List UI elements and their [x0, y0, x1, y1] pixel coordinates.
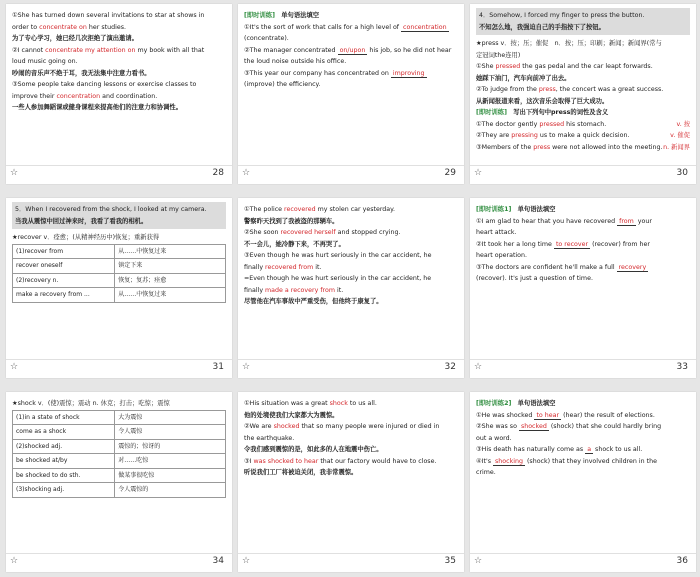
exercise-tag: [即时训练1]: [476, 206, 512, 213]
line-text: ②To judge from the: [476, 86, 539, 93]
text-line: [476, 467, 690, 479]
slide-content: [12, 204, 226, 358]
line-text: ①He was shocked: [476, 411, 535, 419]
exercise-title: 单句语法填空: [274, 12, 320, 19]
slide-header: [12, 202, 226, 229]
text-line: [476, 444, 690, 456]
slide-thumbnail-29[interactable]: [238, 4, 464, 184]
line-text: ③This year our company has concentrated on: [244, 69, 391, 77]
meaning-cell: 震惊的；惊讶的: [115, 439, 226, 454]
exercise-title: 单句语法填空: [511, 400, 556, 407]
slide-transition-icon[interactable]: ☆: [474, 168, 483, 178]
line-text: ③The doctors are confident he'll make a full: [476, 263, 617, 271]
slide-thumbnail-35[interactable]: [238, 392, 464, 572]
answer-blank: concentration: [403, 23, 447, 31]
line-text: it.: [334, 286, 344, 294]
header-text: 4．Somehow, I forced my finger to press the button.: [479, 12, 645, 19]
meaning-cell: 镇定下来: [115, 259, 226, 274]
text-line: [476, 142, 690, 154]
line-text: to us all.: [347, 400, 377, 407]
line-text: 他的处境使我们大家都大为震惊。: [244, 411, 339, 419]
phrase-cell: (3)shocking adj.: [13, 483, 115, 498]
line-text: 定冠词the连用): [476, 51, 521, 59]
line-text: the earthquake.: [244, 434, 295, 442]
text-line: [244, 398, 458, 410]
line-text: , the concert was a great success.: [555, 86, 664, 93]
line-text: his job, so he did not hear: [367, 46, 452, 54]
text-line: [476, 216, 690, 228]
slide-content: [244, 10, 458, 164]
line-text: it.: [313, 263, 322, 271]
highlight-word: pressed: [495, 63, 521, 70]
translation-line: [244, 296, 458, 308]
line-text: us to make a quick decision.: [537, 132, 630, 139]
line-text: ③Some people take dancing lessons or exercise classes to: [12, 81, 197, 88]
answer-blank: from: [619, 217, 634, 225]
line-text: (shock) that she could hardly bring: [548, 423, 662, 430]
exercise-tag: [即时训练]: [244, 12, 275, 19]
slide-thumbnail-28[interactable]: [6, 4, 232, 184]
highlight-word: pressing: [511, 132, 538, 139]
highlight-word: pressed: [539, 120, 565, 128]
line-text: that our factory would have to close.: [318, 457, 437, 465]
slide-transition-icon[interactable]: ☆: [242, 556, 251, 566]
text-line: [476, 107, 690, 119]
text-line: [476, 227, 690, 239]
line-text: that so many people were injured or died in: [299, 423, 440, 430]
highlight-word: press: [533, 143, 551, 151]
slide-thumbnail-34[interactable]: [6, 392, 232, 572]
table-row: [13, 259, 226, 274]
line-text: my book with all that: [135, 46, 205, 54]
text-line: [476, 61, 690, 73]
meaning-cell: 从……中恢复过来: [115, 288, 226, 303]
meaning-cell: 对……吃惊: [115, 454, 226, 469]
answer-blank: shocking: [494, 457, 523, 465]
answer-note: v. 催促: [670, 132, 690, 139]
text-line: [244, 433, 458, 445]
exercise-tag: [即时训练2]: [476, 400, 512, 407]
highlight-word: shock: [329, 400, 348, 407]
slide-thumbnail-36[interactable]: [470, 392, 696, 572]
slide-number: 28: [212, 168, 224, 178]
line-text: ①She has turned down several invitations to star at shows in: [12, 12, 205, 19]
line-text: and stopped crying.: [335, 229, 401, 236]
slide-content: [476, 398, 690, 552]
translation-line: [244, 444, 458, 456]
text-line: [12, 79, 226, 91]
line-text: his stomach.: [564, 120, 607, 128]
table-row: [13, 244, 226, 259]
meaning-cell: 大为震惊: [115, 410, 226, 425]
slide-number: 33: [676, 362, 688, 372]
slide-number: 34: [212, 556, 224, 566]
text-line: [476, 50, 690, 62]
slide-number: 31: [212, 362, 224, 372]
text-line: [476, 250, 690, 262]
slide-content: [12, 398, 226, 552]
highlight-word: concentrate on: [39, 23, 87, 31]
table-row: [13, 288, 226, 303]
slide-content: [12, 10, 226, 164]
text-line: [244, 262, 458, 274]
answer-blank: recovery: [618, 263, 647, 271]
text-line: [244, 79, 458, 91]
phrase-cell: be shocked to do sth.: [13, 468, 115, 483]
line-text: ②They are: [476, 132, 512, 139]
line-text: finally: [244, 263, 266, 271]
line-text: ★shock v．(使)震惊；震动 n. 休克；打击；吃惊；震惊: [12, 400, 170, 407]
line-text: her studies.: [86, 23, 126, 31]
slide-content: [476, 204, 690, 358]
line-text: ②We are: [244, 423, 274, 430]
text-line: [12, 45, 226, 57]
line-text: (hear) the result of elections.: [561, 411, 655, 419]
line-text: 一些人参加舞蹈课或健身课程来提高他们的注意力和协调性。: [12, 104, 183, 111]
line-text: (concentrate).: [244, 35, 289, 42]
table-row: [13, 468, 226, 483]
line-text: ③Members of the: [476, 143, 534, 151]
slide-number: 29: [444, 168, 456, 178]
phrase-cell: (1)recover from: [13, 244, 115, 259]
text-line: [476, 119, 690, 131]
text-line: [476, 38, 690, 50]
text-line: [244, 33, 458, 45]
line-text: heart attack.: [476, 229, 517, 236]
meaning-cell: 做某事很吃惊: [115, 468, 226, 483]
line-text: out a word.: [476, 434, 512, 442]
text-line: [476, 456, 690, 468]
text-line: [244, 45, 458, 57]
line-text: 写出下列句中press的词性及含义: [506, 109, 609, 116]
line-text: ②She was so: [476, 423, 519, 430]
text-line: [12, 91, 226, 103]
line-text: 听说我们工厂将被迫关闭，我非常震惊。: [244, 469, 358, 476]
line-text: (recover). It's just a question of time.: [476, 275, 593, 282]
line-text: 从新闻报道来看，这次音乐会取得了巨大成功。: [476, 97, 609, 105]
text-line: [244, 273, 458, 285]
answer-blank: to recover: [555, 240, 589, 248]
phrase-cell: (2)shocked adj.: [13, 439, 115, 454]
answer-blank: a: [587, 446, 592, 453]
highlight-word: concentrate my attention on: [45, 46, 136, 54]
table-row: [13, 425, 226, 440]
line-text: ①She: [476, 63, 496, 70]
line-text: shock to us all.: [593, 446, 643, 453]
translation-line: [476, 73, 690, 85]
text-line: [244, 285, 458, 297]
slide-transition-icon[interactable]: ☆: [10, 362, 19, 372]
slide-thumbnail-33[interactable]: [470, 198, 696, 378]
slide-thumbnail-30[interactable]: [470, 4, 696, 184]
meaning-cell: 从……中恢复过来: [115, 244, 226, 259]
highlight-word: made a recovery from: [265, 286, 335, 294]
text-line: [476, 421, 690, 433]
slide-transition-icon[interactable]: ☆: [242, 362, 251, 372]
highlight-word: recovered from: [265, 263, 314, 271]
phrase-cell: recover oneself: [13, 259, 115, 274]
text-line: [476, 433, 690, 445]
text-line: [476, 130, 690, 142]
highlight-word: recovered: [284, 206, 316, 213]
slide-footer: [470, 553, 696, 572]
line-text: finally: [244, 286, 266, 294]
slide-footer: [470, 359, 696, 378]
translation-line: [12, 33, 226, 45]
phrase-cell: be shocked at/by: [13, 454, 115, 469]
slide-footer: [238, 165, 464, 184]
highlight-word: press: [538, 86, 556, 93]
translation-line: [244, 216, 458, 228]
slide-transition-icon[interactable]: ☆: [474, 362, 483, 372]
meaning-cell: 令人震惊: [115, 425, 226, 440]
slide-transition-icon[interactable]: ☆: [10, 168, 19, 178]
line-text: the loud noise outside his office.: [244, 58, 347, 65]
slide-footer: [238, 553, 464, 572]
line-text: ①The doctor gently: [476, 120, 540, 128]
text-line: [476, 262, 690, 274]
answer-note: v. 按: [676, 120, 690, 128]
slide-footer: [6, 165, 232, 184]
translation-line: [476, 96, 690, 108]
table-row: [13, 483, 226, 498]
phrase-table: [12, 410, 226, 498]
slide-content: [476, 10, 690, 164]
text-line: [244, 68, 458, 80]
phrase-cell: come as a shock: [13, 425, 115, 440]
line-text: ★press v．按；压；催促 n．按；压；印刷；新闻；新闻界(常与: [476, 40, 662, 47]
line-text: ②The manager concentrated: [244, 46, 338, 54]
slide-content: [244, 398, 458, 552]
line-text: 为了专心学习，她已经几次拒绝了演出邀请。: [12, 35, 138, 42]
line-text: 令我们感到震惊的是，如此多的人在地震中伤亡。: [244, 446, 383, 453]
line-text: the gas pedal and the car leapt forwards.: [520, 63, 653, 70]
phrase-cell: make a recovery from ...: [13, 288, 115, 303]
line-text: (shock) that they involved children in the: [524, 457, 657, 465]
header-translation: 不知怎么地，我强迫自己的手指按下了按钮。: [479, 23, 605, 31]
answer-blank: to hear: [536, 411, 560, 419]
line-text: loud music going on.: [12, 58, 78, 65]
slide-number: 35: [444, 556, 456, 566]
translation-line: [244, 239, 458, 251]
header-text: 5．When I recovered from the shock, I looked at my camera.: [15, 206, 207, 213]
line-text: 尽管他在汽车事故中严重受伤，但他终于康复了。: [244, 298, 383, 305]
slide-thumbnail-31[interactable]: [6, 198, 232, 378]
line-text: 她踩下油门，汽车向前冲了出去。: [476, 74, 571, 82]
line-text: ③I: [244, 457, 254, 465]
line-text: ①It's the sort of work that calls for a high level of: [244, 23, 402, 31]
highlight-word: shocked: [273, 423, 300, 430]
highlight-word: was shocked to hear: [253, 457, 319, 465]
line-text: ②She soon: [244, 229, 281, 236]
text-line: [12, 232, 226, 244]
line-text: crime.: [476, 469, 496, 476]
text-line: [244, 421, 458, 433]
slide-header: [476, 8, 690, 35]
phrase-cell: (1)in a state of shock: [13, 410, 115, 425]
header-translation: 当我从震惊中回过神来时，我看了看我的相机。: [15, 217, 148, 225]
table-row: [13, 410, 226, 425]
line-text: your: [635, 217, 652, 225]
highlight-word: concentration: [56, 92, 101, 100]
line-text: ①I am glad to hear that you have recovered: [476, 217, 618, 225]
text-line: [244, 456, 458, 468]
line-text: 不一会儿，她冷静下来，不再哭了。: [244, 240, 345, 248]
table-row: [13, 439, 226, 454]
line-text: improve their: [12, 92, 57, 100]
text-line: [244, 56, 458, 68]
line-text: my stolen car yesterday.: [315, 206, 395, 213]
text-line: [244, 204, 458, 216]
table-row: [13, 273, 226, 288]
text-line: [476, 84, 690, 96]
text-line: [12, 10, 226, 22]
text-line: [12, 398, 226, 410]
line-text: and coordination.: [100, 92, 158, 100]
slide-number: 36: [676, 556, 688, 566]
slide-number: 30: [676, 168, 688, 178]
line-text: were not allowed into the meeting.: [550, 143, 663, 151]
line-text: (improve) the efficiency.: [244, 81, 321, 88]
line-text: ②I cannot: [12, 46, 46, 54]
line-text: ③His death has naturally come as: [476, 446, 586, 453]
answer-blank: shocked: [520, 423, 547, 430]
translation-line: [12, 102, 226, 114]
line-text: ①The police: [244, 206, 285, 213]
meaning-cell: 恢复；复苏；痊愈: [115, 273, 226, 288]
line-text: ②It took her a long time: [476, 240, 554, 248]
answer-blank: improving: [392, 69, 425, 77]
slide-thumbnail-32[interactable]: [238, 198, 464, 378]
translation-line: [244, 467, 458, 479]
text-line: [476, 239, 690, 251]
text-line: [476, 273, 690, 285]
slide-transition-icon[interactable]: ☆: [474, 556, 483, 566]
phrase-table: [12, 244, 226, 303]
line-text: ①His situation was a great: [244, 400, 330, 407]
line-text: ④It's: [476, 457, 493, 465]
slide-footer: [238, 359, 464, 378]
text-line: [12, 22, 226, 34]
answer-blank: on/upon: [339, 46, 366, 54]
line-text: heart operation.: [476, 252, 528, 259]
exercise-tag: [即时训练]: [476, 109, 507, 116]
line-text: order to: [12, 23, 40, 31]
slide-footer: [6, 553, 232, 572]
slide-footer: [470, 165, 696, 184]
text-line: [244, 227, 458, 239]
slide-transition-icon[interactable]: ☆: [242, 168, 251, 178]
answer-note: n. 新闻界: [663, 143, 690, 151]
translation-line: [244, 410, 458, 422]
text-line: [244, 22, 458, 34]
line-text: 警察昨天找到了我被盗的那辆车。: [244, 217, 339, 225]
line-text: (recover) from her: [590, 240, 650, 248]
phrase-cell: (2)recovery n.: [13, 273, 115, 288]
exercise-title: 单句语法填空: [511, 206, 556, 213]
table-row: [13, 454, 226, 469]
slide-footer: [6, 359, 232, 378]
line-text: ③Even though he was hurt seriously in the car accident, he: [244, 252, 432, 259]
text-line: [12, 56, 226, 68]
slide-content: [244, 204, 458, 358]
translation-line: [12, 68, 226, 80]
slide-number: 32: [444, 362, 456, 372]
line-text: 吵闹的音乐声不绝于耳，我无法集中注意力看书。: [12, 69, 151, 77]
text-line: [244, 250, 458, 262]
line-text: =Even though he was hurt seriously in the car accident, he: [244, 275, 432, 282]
meaning-cell: 令人震惊的: [115, 483, 226, 498]
text-line: [476, 410, 690, 422]
line-text: ★recover v．痊愈；(从精神经历中)恢复；重新获得: [12, 234, 160, 241]
slide-transition-icon[interactable]: ☆: [10, 556, 19, 566]
highlight-word: recovered herself: [280, 229, 336, 236]
